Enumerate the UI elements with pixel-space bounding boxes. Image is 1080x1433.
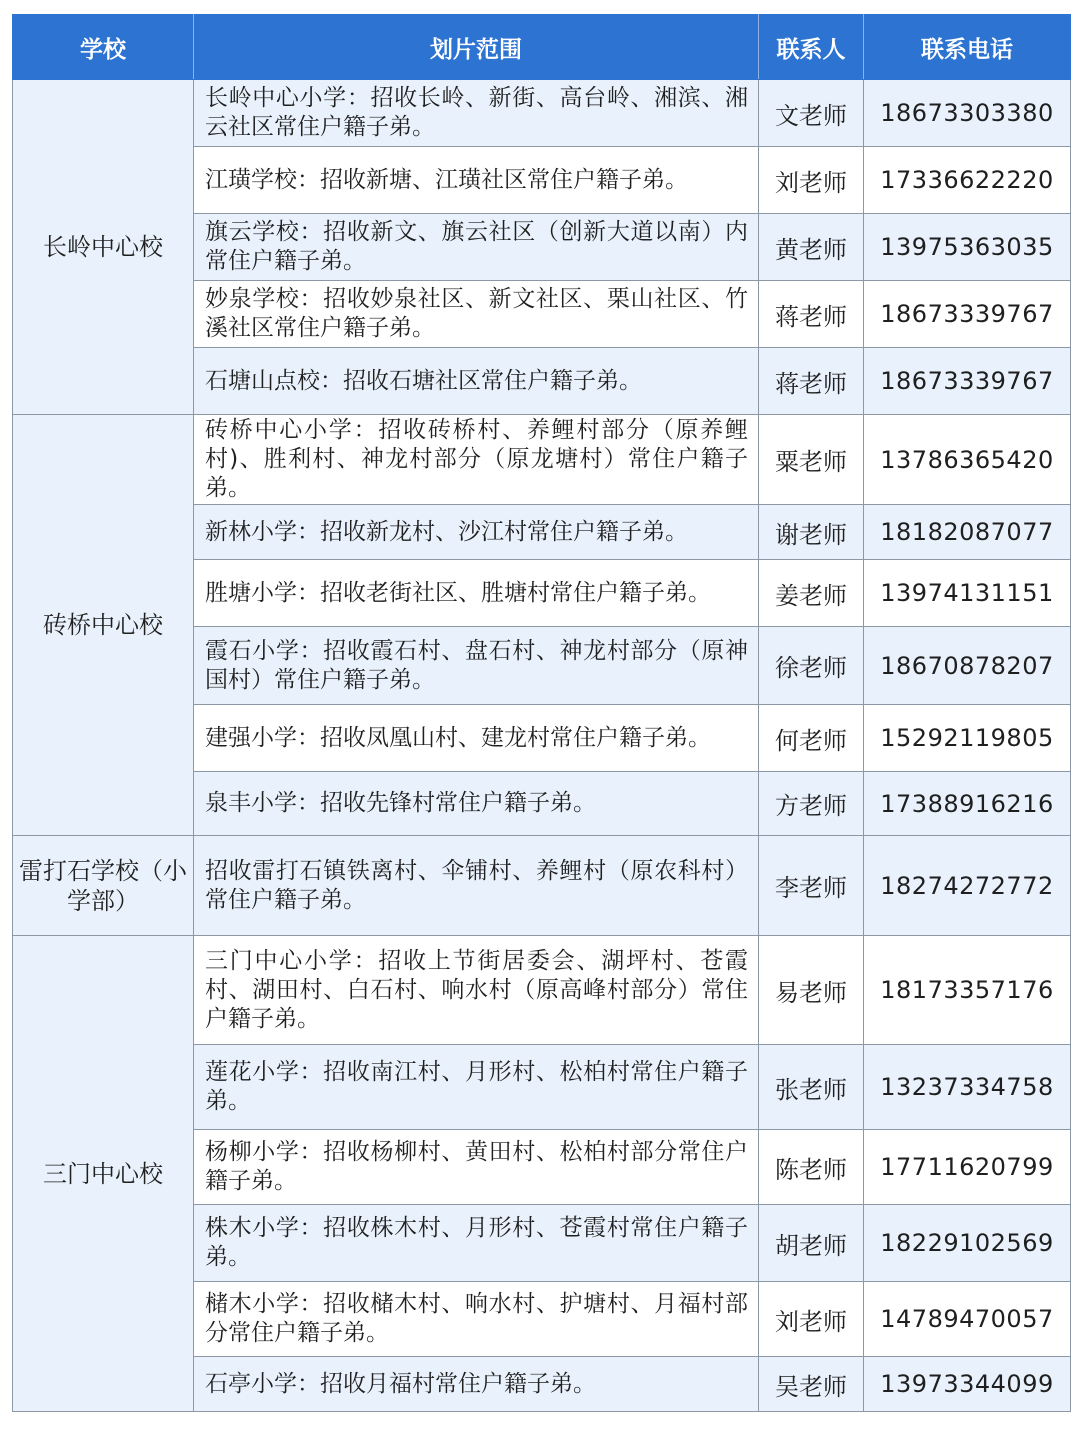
contact-cell: 姜老师	[759, 560, 864, 627]
scope-cell: 江璜学校：招收新塘、江璜社区常住户籍子弟。	[194, 147, 759, 214]
contact-cell: 刘老师	[759, 147, 864, 214]
contact-cell: 胡老师	[759, 1205, 864, 1282]
scope-cell: 胜塘小学：招收老街社区、胜塘村常住户籍子弟。	[194, 560, 759, 627]
phone-cell: 13237334758	[864, 1045, 1071, 1130]
scope-cell: 招收雷打石镇铁离村、伞铺村、养鲤村（原农科村）常住户籍子弟。	[194, 836, 759, 936]
contact-cell: 李老师	[759, 836, 864, 936]
header-row	[13, 15, 1071, 80]
scope-cell: 砖桥中心小学：招收砖桥村、养鲤村部分（原养鲤村)、胜利村、神龙村部分（原龙塘村）常住户籍子弟。	[194, 415, 759, 505]
phone-cell: 18173357176	[864, 936, 1071, 1045]
phone-cell: 15292119805	[864, 705, 1071, 772]
phone-cell: 18229102569	[864, 1205, 1071, 1282]
contact-cell: 方老师	[759, 772, 864, 836]
scope-cell: 建强小学：招收凤凰山村、建龙村常住户籍子弟。	[194, 705, 759, 772]
scope-cell: 新林小学：招收新龙村、沙江村常住户籍子弟。	[194, 505, 759, 560]
school-name-sanmen: 三门中心校	[13, 936, 194, 1412]
scope-cell: 妙泉学校：招收妙泉社区、新文社区、栗山社区、竹溪社区常住户籍子弟。	[194, 281, 759, 348]
school-name-changling: 长岭中心校	[13, 80, 194, 415]
scope-cell: 三门中心小学：招收上节街居委会、湖坪村、苍霞村、湖田村、白石村、响水村（原高峰村部分）常住户籍子弟。	[194, 936, 759, 1045]
phone-cell: 17336622220	[864, 147, 1071, 214]
header-phone: 联系电话	[864, 15, 1071, 80]
contact-cell: 谢老师	[759, 505, 864, 560]
phone-cell: 17388916216	[864, 772, 1071, 836]
scope-cell: 石亭小学：招收月福村常住户籍子弟。	[194, 1357, 759, 1412]
contact-cell: 张老师	[759, 1045, 864, 1130]
scope-cell: 槠木小学：招收槠木村、响水村、护塘村、月福村部分常住户籍子弟。	[194, 1282, 759, 1357]
table-row	[13, 80, 1071, 147]
contact-cell: 文老师	[759, 80, 864, 147]
contact-cell: 吴老师	[759, 1357, 864, 1412]
contact-cell: 徐老师	[759, 627, 864, 705]
phone-cell: 18274272772	[864, 836, 1071, 936]
phone-cell: 17711620799	[864, 1130, 1071, 1205]
school-name-leidashi: 雷打石学校（小学部）	[13, 836, 194, 936]
header-scope: 划片范围	[194, 15, 759, 80]
scope-cell: 莲花小学：招收南江村、月形村、松柏村常住户籍子弟。	[194, 1045, 759, 1130]
contact-cell: 易老师	[759, 936, 864, 1045]
contact-cell: 蒋老师	[759, 348, 864, 415]
scope-cell: 旗云学校：招收新文、旗云社区（创新大道以南）内常住户籍子弟。	[194, 214, 759, 281]
scope-cell: 杨柳小学：招收杨柳村、黄田村、松柏村部分常住户籍子弟。	[194, 1130, 759, 1205]
enrollment-zone-table	[12, 14, 1071, 1412]
table-row	[13, 415, 1071, 505]
contact-cell: 蒋老师	[759, 281, 864, 348]
scope-cell: 株木小学：招收株木村、月形村、苍霞村常住户籍子弟。	[194, 1205, 759, 1282]
school-name-zhuanqiao: 砖桥中心校	[13, 415, 194, 836]
phone-cell: 18673303380	[864, 80, 1071, 147]
phone-cell: 14789470057	[864, 1282, 1071, 1357]
table-row	[13, 936, 1071, 1045]
contact-cell: 何老师	[759, 705, 864, 772]
header-school: 学校	[13, 15, 194, 80]
table-row	[13, 836, 1071, 936]
phone-cell: 13974131151	[864, 560, 1071, 627]
contact-cell: 陈老师	[759, 1130, 864, 1205]
scope-cell: 泉丰小学：招收先锋村常住户籍子弟。	[194, 772, 759, 836]
contact-cell: 粟老师	[759, 415, 864, 505]
phone-cell: 13973344099	[864, 1357, 1071, 1412]
phone-cell: 13975363035	[864, 214, 1071, 281]
scope-cell: 长岭中心小学：招收长岭、新街、高台岭、湘滨、湘云社区常住户籍子弟。	[194, 80, 759, 147]
phone-cell: 13786365420	[864, 415, 1071, 505]
contact-cell: 刘老师	[759, 1282, 864, 1357]
phone-cell: 18673339767	[864, 348, 1071, 415]
contact-cell: 黄老师	[759, 214, 864, 281]
phone-cell: 18182087077	[864, 505, 1071, 560]
header-contact: 联系人	[759, 15, 864, 80]
scope-cell: 霞石小学：招收霞石村、盘石村、神龙村部分（原神国村）常住户籍子弟。	[194, 627, 759, 705]
phone-cell: 18673339767	[864, 281, 1071, 348]
scope-cell: 石塘山点校：招收石塘社区常住户籍子弟。	[194, 348, 759, 415]
phone-cell: 18670878207	[864, 627, 1071, 705]
